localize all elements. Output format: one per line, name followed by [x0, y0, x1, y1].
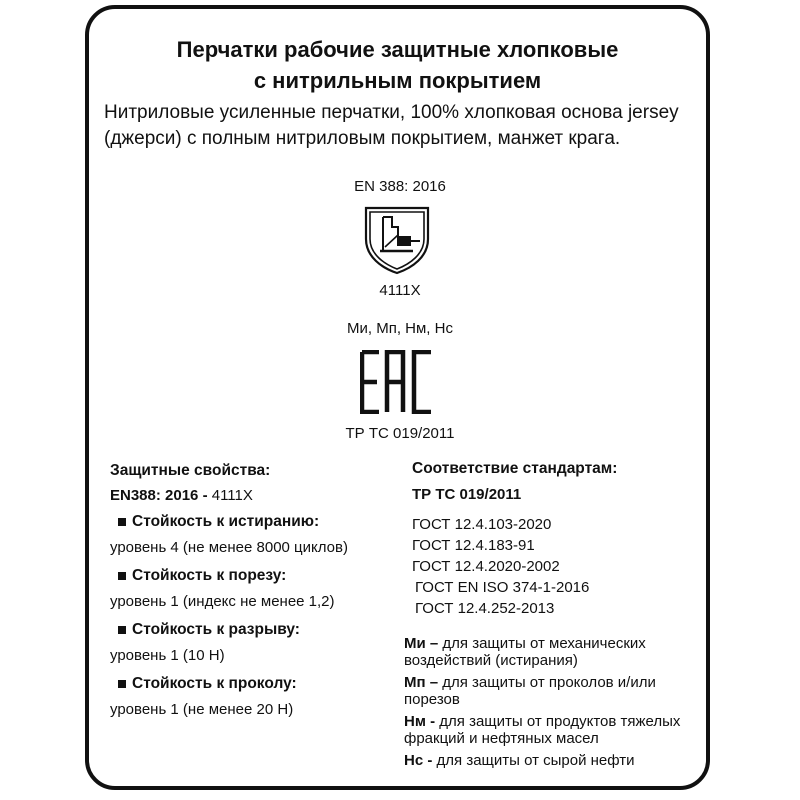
standard-item: ГОСТ 12.4.183-91 — [412, 537, 535, 554]
tr-ts-standard: ТР ТС 019/2011 — [412, 486, 522, 503]
standard-item: ГОСТ 12.4.252-2013 — [415, 600, 555, 617]
property-item — [110, 513, 400, 556]
square-bullet-icon — [118, 518, 126, 526]
legend-code: Мп — [404, 674, 426, 691]
standard-item: ГОСТ 12.4.2020-2002 — [412, 558, 560, 575]
legend-text: для защиты от сырой нефти — [436, 752, 635, 769]
legend-item — [404, 675, 700, 708]
property-name: Стойкость к порезу: — [132, 567, 287, 584]
standards-compliance — [412, 460, 702, 619]
en388-line — [110, 487, 400, 504]
property-value: уровень 4 (не менее 8000 циклов) — [110, 539, 348, 556]
protective-properties — [110, 462, 400, 729]
product-description: Нитриловые усиленные перчатки, 100% хлопковая основа jersey (джерси) с полным нитриловым покрытием, манжет крага. — [104, 102, 679, 149]
square-bullet-icon — [118, 572, 126, 580]
square-bullet-icon — [118, 626, 126, 634]
standard-item: ГОСТ EN ISO 374-1-2016 — [415, 579, 590, 596]
hammer-shield-icon — [362, 205, 432, 275]
legend-text: для защиты от продуктов тяжелых фракций и нефтяных масел — [404, 713, 681, 747]
en388-value: 4111X — [211, 487, 253, 504]
legend-code: Ми — [404, 635, 426, 652]
property-name: Стойкость к разрыву: — [132, 621, 300, 638]
standard-item: ГОСТ 12.4.103-2020 — [412, 516, 552, 533]
legend-text: для защиты от проколов и/или порезов — [404, 674, 656, 708]
shield-code: 4111X — [379, 282, 421, 299]
property-item — [110, 567, 400, 610]
properties-header: Защитные свойства: — [110, 462, 271, 479]
property-item — [110, 621, 400, 664]
property-value: уровень 1 (индекс не менее 1,2) — [110, 593, 335, 610]
property-name: Стойкость к истиранию: — [132, 513, 320, 530]
class-legend — [404, 636, 700, 776]
protection-classes: Ми, Мп, Нм, Нс — [347, 320, 453, 337]
square-bullet-icon — [118, 680, 126, 688]
legend-item — [404, 636, 700, 669]
legend-item — [404, 753, 700, 770]
property-value: уровень 1 (не менее 20 Н) — [110, 701, 294, 718]
title-line-1: Перчатки рабочие защитные хлопковые — [176, 37, 619, 62]
legend-sep: - — [425, 713, 440, 730]
eac-mark-icon — [360, 350, 434, 414]
standard-label: EN 388: 2016 — [354, 178, 446, 195]
title-line-2: с нитрильным покрытием — [253, 68, 542, 93]
property-value: уровень 1 (10 Н) — [110, 647, 225, 664]
en388-label: EN388: 2016 - — [110, 487, 212, 504]
legend-sep: – — [425, 635, 443, 652]
legend-code: Нм — [404, 713, 426, 730]
legend-sep: – — [425, 674, 443, 691]
property-item — [110, 675, 400, 718]
tr-ts-center: ТР ТС 019/2011 — [345, 425, 455, 442]
standards-header: Соответствие стандартам: — [412, 460, 618, 477]
property-name: Стойкость к проколу: — [132, 675, 297, 692]
legend-code: Нс — [404, 752, 424, 769]
legend-text: для защиты от механических воздействий (истирания) — [404, 635, 646, 669]
product-title — [95, 34, 700, 96]
legend-sep: - — [423, 752, 437, 769]
legend-item — [404, 714, 700, 747]
